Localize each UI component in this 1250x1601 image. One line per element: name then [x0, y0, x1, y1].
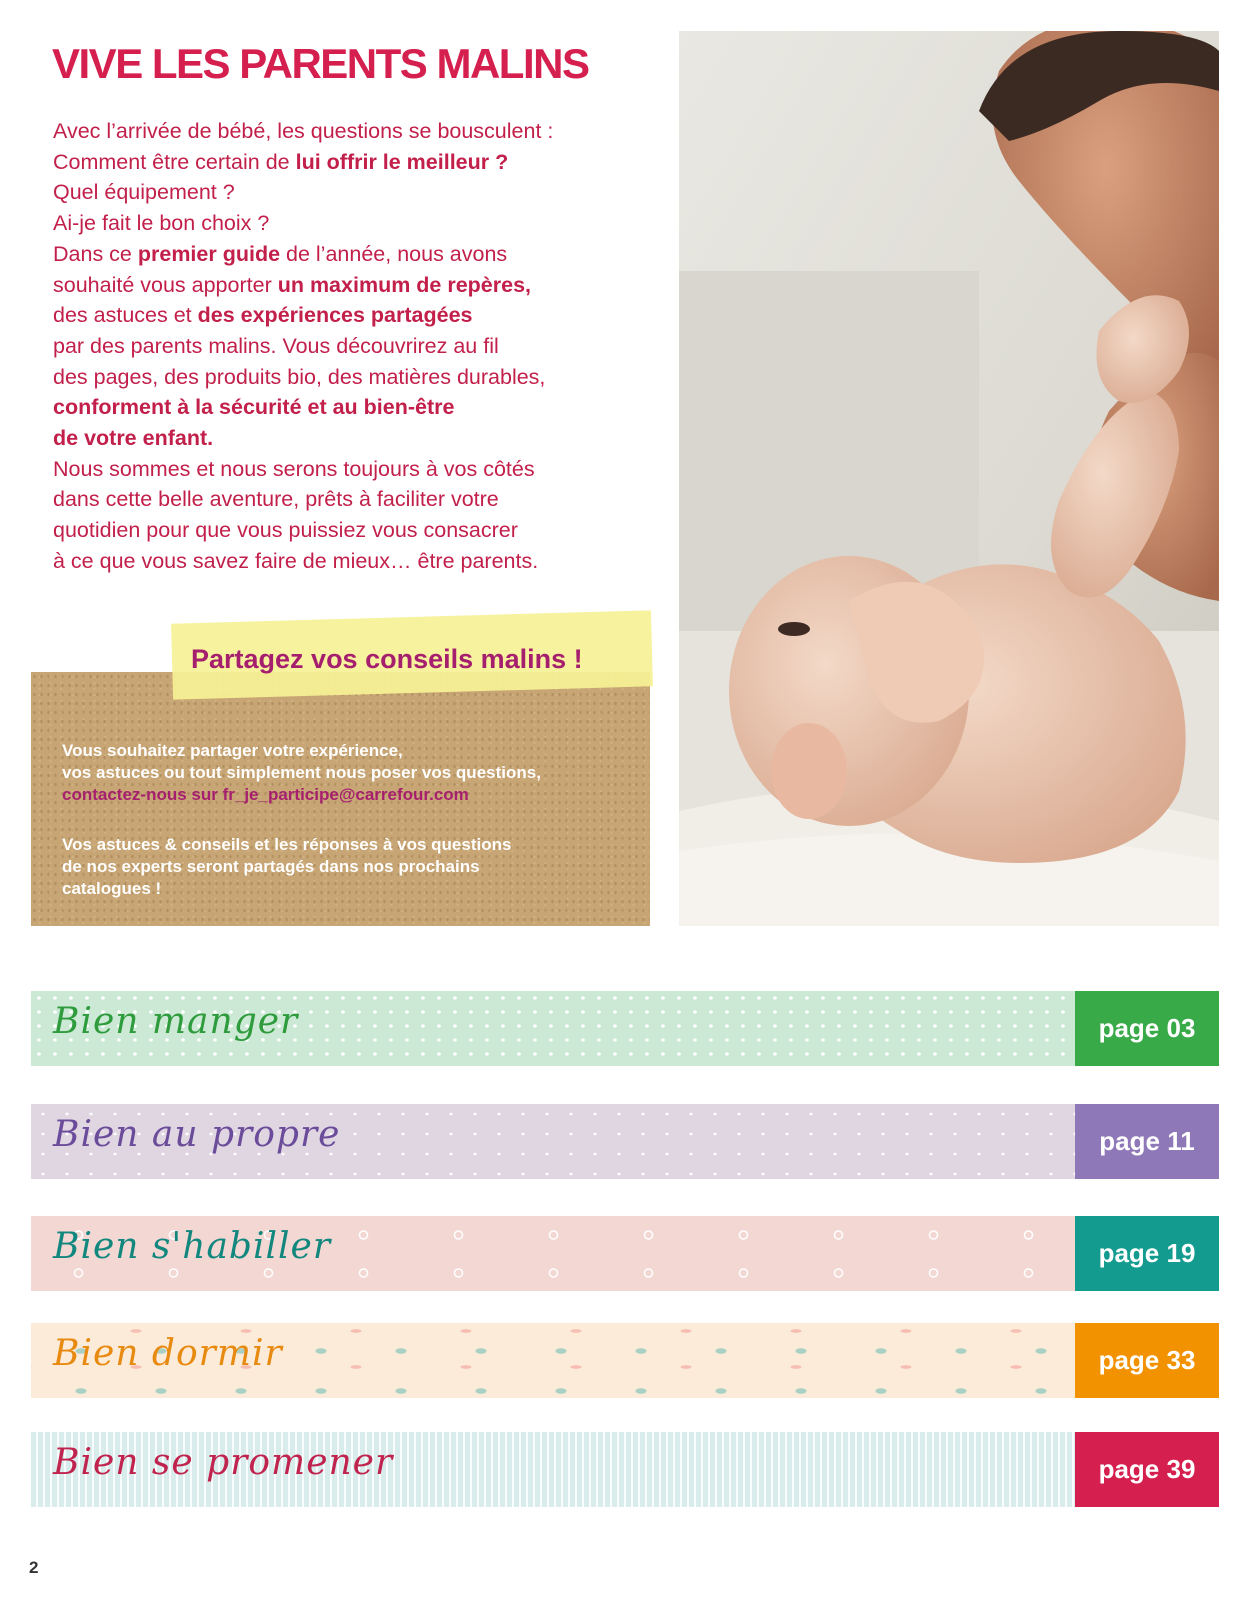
intro-text-run: souhaité vous apporter — [53, 272, 278, 297]
section-page-tab[interactable]: page 03 — [1075, 991, 1219, 1066]
share-line: de nos experts seront partagés dans nos prochains — [62, 857, 480, 876]
intro-bold-text: un maximum de repères, — [277, 272, 532, 297]
intro-text-run: Quel équipement ? — [53, 180, 235, 205]
intro-bold-text: lui offrir le meilleur ? — [295, 149, 509, 174]
section-label: Bien manger — [53, 1001, 299, 1042]
share-title: Partagez vos conseils malins ! — [191, 644, 583, 674]
photo-father-and-baby — [679, 31, 1219, 926]
intro-text-run: Comment être certain de — [53, 149, 296, 174]
share-text — [62, 740, 642, 806]
intro-bold-text: premier guide — [137, 241, 281, 266]
section-label: Bien s'habiller — [53, 1226, 332, 1267]
intro-text-run: par des parents malins. Vous découvrirez au fil — [53, 333, 499, 358]
section-bien-se-promener[interactable] — [31, 1432, 1219, 1507]
intro-text-run: Dans ce — [53, 241, 138, 266]
intro-line — [53, 423, 653, 454]
section-bien-dormir[interactable] — [31, 1323, 1219, 1398]
section-page-tab[interactable]: page 33 — [1075, 1323, 1219, 1398]
contact-prefix: contactez-nous sur — [62, 785, 223, 804]
intro-text-run: des pages, des produits bio, des matières durables, — [53, 364, 546, 389]
section-label: Bien au propre — [53, 1114, 341, 1155]
intro-line — [53, 392, 653, 423]
intro-text — [53, 116, 653, 577]
contact-line — [62, 784, 642, 806]
share-note — [62, 834, 642, 900]
intro-line — [53, 362, 653, 393]
intro-text-run: Ai-je fait le bon choix ? — [53, 211, 270, 236]
intro-text-run: Avec l’arrivée de bébé, les questions se bousculent : — [53, 119, 554, 143]
contact-email-link[interactable]: fr_je_participe@carrefour.com — [222, 785, 469, 804]
section-page-tab[interactable]: page 39 — [1075, 1432, 1219, 1507]
intro-bold-text: de votre enfant. — [53, 426, 214, 451]
share-line: vos astuces ou tout simplement nous poser vos questions, — [62, 763, 541, 782]
intro-bold-text: conforment à la sécurité et au bien-être — [53, 395, 455, 420]
intro-line — [53, 515, 653, 546]
intro-text-run: dans cette belle aventure, prêts à faciliter votre — [53, 487, 499, 512]
intro-line — [53, 147, 653, 178]
intro-text-run: Nous sommes et nous serons toujours à vos côtés — [53, 456, 535, 481]
section-label: Bien se promener — [53, 1442, 394, 1483]
intro-bold-text: des expériences partagées — [197, 303, 473, 328]
intro-text-run: des astuces et — [53, 303, 198, 328]
page-title: VIVE LES PARENTS MALINS — [52, 40, 589, 87]
intro-text-run: à ce que vous savez faire de mieux… être parents. — [53, 548, 539, 573]
intro-text-run: de l’année, nous avons — [280, 241, 508, 266]
section-bien-manger[interactable] — [31, 991, 1219, 1066]
page-number: 2 — [29, 1558, 39, 1577]
intro-line — [53, 484, 653, 515]
intro-line — [53, 208, 653, 239]
share-line: Vos astuces & conseils et les réponses à vos questions — [62, 835, 512, 854]
section-bien-s-habiller[interactable] — [31, 1216, 1219, 1291]
intro-line — [53, 116, 653, 147]
intro-line — [53, 300, 653, 331]
share-line: Vous souhaitez partager votre expérience, — [62, 741, 403, 760]
section-bien-au-propre[interactable] — [31, 1104, 1219, 1179]
intro-line — [53, 239, 653, 270]
intro-line — [53, 454, 653, 485]
section-page-tab[interactable]: page 19 — [1075, 1216, 1219, 1291]
section-page-tab[interactable]: page 11 — [1075, 1104, 1219, 1179]
intro-text-run: quotidien pour que vous puissiez vous consacrer — [53, 518, 518, 543]
section-label: Bien dormir — [53, 1333, 283, 1374]
share-line: catalogues ! — [62, 879, 162, 898]
intro-line — [53, 270, 653, 301]
intro-line — [53, 331, 653, 362]
intro-line — [53, 546, 653, 577]
intro-line — [53, 177, 653, 208]
